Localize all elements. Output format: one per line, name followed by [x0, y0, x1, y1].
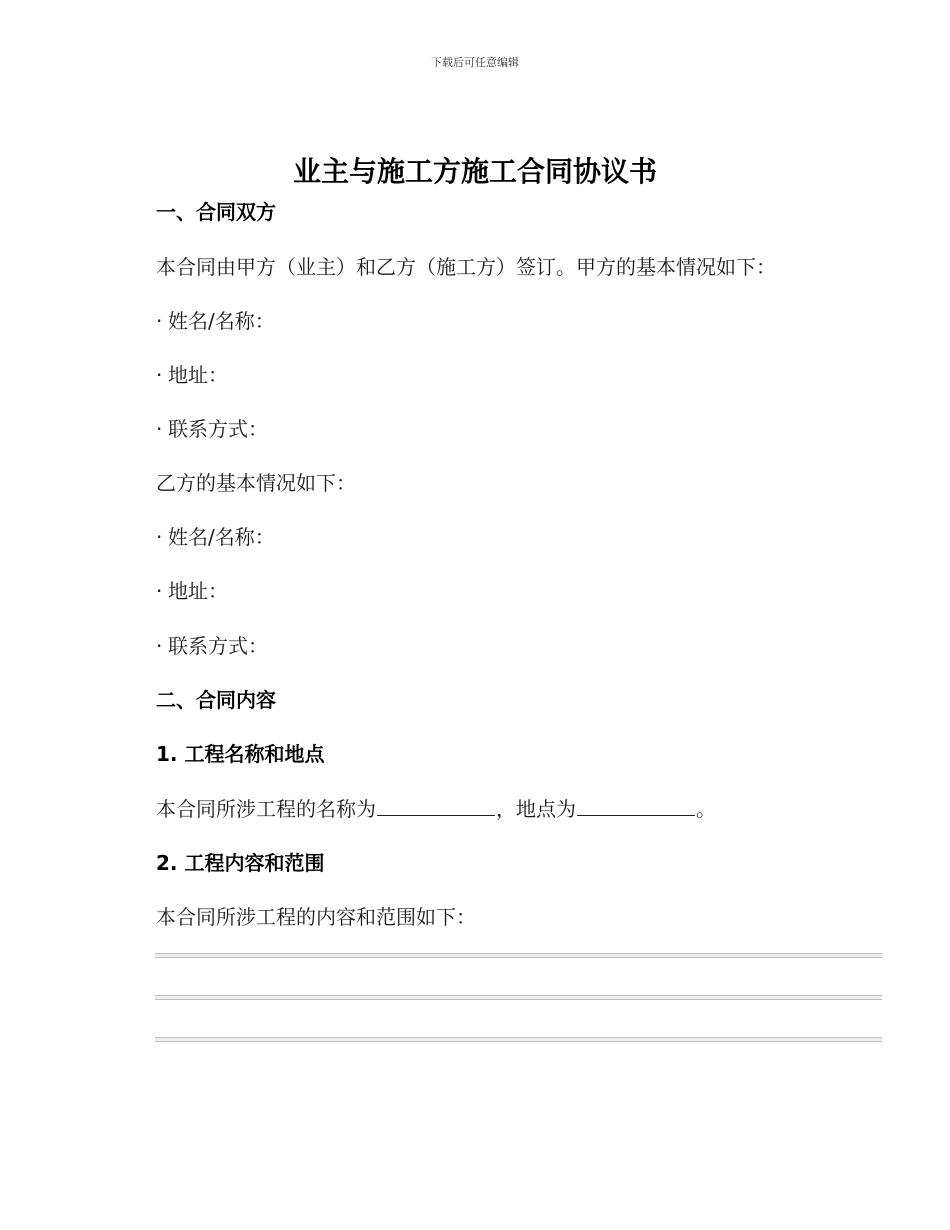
party-a-name-label: 姓名/名称： — [168, 309, 275, 333]
blank-rule-line — [155, 1037, 882, 1042]
blank-rule-line — [155, 953, 882, 958]
party-a-contact-label: 联系方式： — [168, 417, 268, 441]
party-a-contact-line — [156, 415, 268, 443]
party-a-name-line — [156, 307, 275, 335]
party-a-address-label: 地址： — [168, 363, 228, 387]
sub1-text — [156, 795, 716, 823]
party-b-contact-line — [156, 632, 268, 660]
document-title: 业主与施工方施工合同协议书 — [292, 155, 657, 188]
bullet-dot: · — [156, 525, 163, 549]
bullet-dot: · — [156, 634, 163, 658]
bullet-dot: · — [156, 363, 163, 387]
sub1-text-after: 。 — [696, 797, 716, 821]
party-b-address-line — [156, 577, 228, 605]
section1-heading: 一、合同双方 — [156, 200, 276, 224]
party-b-contact-label: 联系方式： — [168, 634, 268, 658]
section2-heading: 二、合同内容 — [156, 688, 276, 712]
party-b-name-line — [156, 523, 275, 551]
header-note: 下载后可任意编辑 — [431, 56, 519, 69]
sub1-heading: 1. 工程名称和地点 — [156, 742, 325, 766]
party-b-address-label: 地址： — [168, 579, 228, 603]
project-location-blank — [577, 795, 695, 816]
sub2-heading: 2. 工程内容和范围 — [156, 851, 325, 875]
party-a-address-line — [156, 361, 228, 389]
party-b-intro: 乙方的基本情况如下： — [156, 471, 356, 495]
sub2-text: 本合同所涉工程的内容和范围如下： — [156, 905, 476, 929]
section1-intro: 本合同由甲方（业主）和乙方（施工方）签订。甲方的基本情况如下： — [156, 255, 776, 279]
bullet-dot: · — [156, 309, 163, 333]
blank-rule-line — [155, 995, 882, 1000]
party-b-name-label: 姓名/名称： — [168, 525, 275, 549]
sub1-text-middle: ，地点为 — [496, 797, 576, 821]
bullet-dot: · — [156, 579, 163, 603]
bullet-dot: · — [156, 417, 163, 441]
project-name-blank — [377, 795, 495, 816]
sub1-text-before: 本合同所涉工程的名称为 — [156, 797, 376, 821]
